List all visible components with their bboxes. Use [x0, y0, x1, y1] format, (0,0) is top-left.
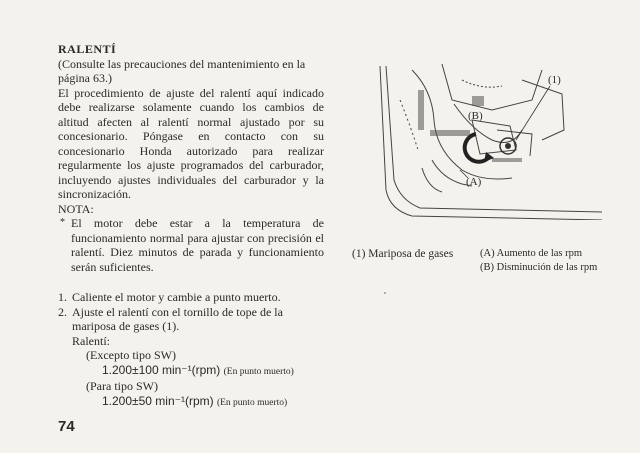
text-column	[58, 42, 324, 410]
step-2	[58, 305, 324, 334]
note-text: El motor debe estar a la temperatura de funcionamiento normal para ajustar con precisión el ralentí. Diez minutos de parada y funcionamiento serán suficientes.	[71, 216, 324, 274]
speck	[384, 292, 386, 294]
callout-a: (A)	[466, 176, 482, 188]
sw-spec	[58, 394, 324, 411]
caption-item-b: (B) Disminución de las rpm	[480, 262, 598, 273]
page-number: 74	[58, 418, 75, 435]
procedure-paragraph: El procedimiento de ajuste del ralentí aquí indicado debe realizarse solamente cuando los cambios de altitud afecten al ralentí normal ajustado por su concesionario. Póngase en contacto con su concesionario Honda autorizado para realizar regularmente los ajuste programados del carburador, incluyendo ajustes individuales del carburador y la sincronización.	[58, 85, 324, 201]
except-sw-note: (En punto muerto)	[223, 366, 294, 377]
engine-drawing	[372, 60, 604, 220]
idle-label: Ralentí:	[72, 333, 110, 348]
except-sw-spec	[58, 363, 324, 380]
carburator-illustration	[372, 60, 604, 220]
steps-list	[58, 290, 324, 410]
sw-label: (Para tipo SW)	[86, 379, 158, 393]
except-sw-value: 1.200±100 min⁻¹(rpm)	[102, 362, 221, 377]
note-title: NOTA:	[58, 201, 94, 216]
note-item	[58, 216, 324, 274]
caption-item-1: (1) Mariposa de gases	[352, 248, 454, 260]
sw-value: 1.200±50 min⁻¹(rpm)	[102, 393, 214, 408]
sw-note: (En punto muerto)	[216, 397, 288, 408]
step-number: 2.	[58, 304, 67, 319]
step-text: Caliente el motor y cambie a punto muerto.	[72, 290, 281, 304]
step-1	[58, 290, 324, 305]
callout-b: (B)	[468, 110, 483, 122]
section-heading: RALENTÍ	[58, 42, 117, 56]
note-bullet: *	[60, 217, 65, 228]
caption-item-a: (A) Aumento de las rpm	[480, 248, 583, 259]
except-sw-label: (Excepto tipo SW)	[86, 348, 176, 362]
caption-legend	[480, 247, 597, 275]
step-number: 1.	[58, 290, 67, 304]
maintenance-reference: (Consulte las precauciones del mantenimiento en la página 63.)	[58, 56, 306, 85]
step-text: Ajuste el ralentí con el tornillo de tope de la mariposa de gases (1).	[72, 304, 283, 333]
callout-1: (1)	[548, 74, 561, 86]
